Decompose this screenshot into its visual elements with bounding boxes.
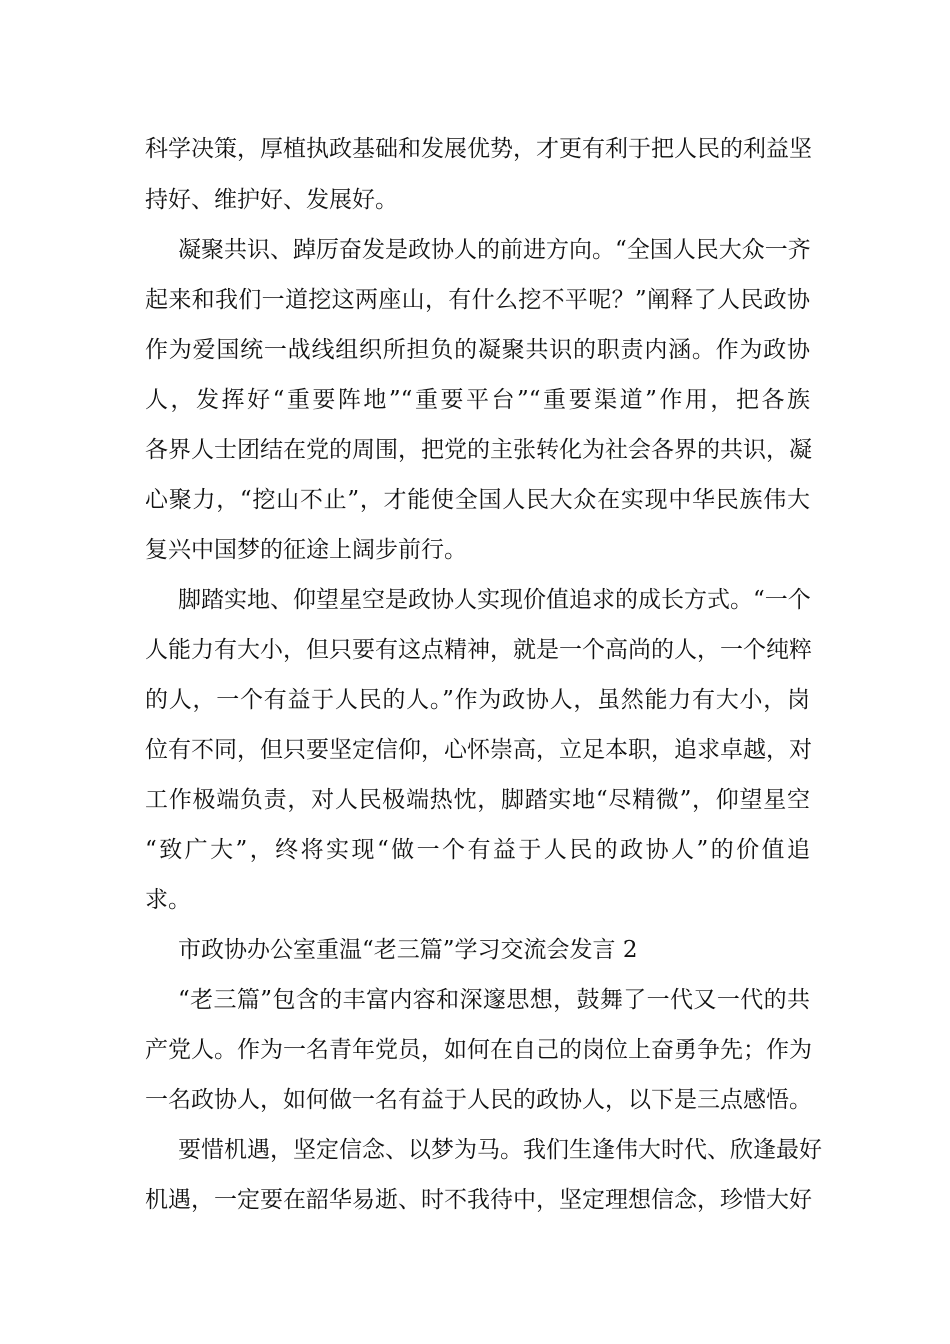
text-line: 工作极端负责，对人民极端热忱，脚踏实地“尽精微”，仰望星空 [145,787,810,813]
text-line: 一名政协人，如何做一名有益于人民的政协人，以下是三点感悟。 [145,1087,812,1113]
text-line: 求。 [145,887,191,913]
text-line: 起来和我们一道挖这两座山，有什么挖不平呢？”阐释了人民政协 [145,287,810,313]
text-line: 心聚力，“挖山不止”，才能使全国人民大众在实现中华民族伟大 [145,487,810,513]
paragraph-first-line: 凝聚共识、踔厉奋发是政协人的前进方向。“全国人民大众一齐 [178,237,811,263]
paragraph-first-line: “老三篇”包含的丰富内容和深邃思想，鼓舞了一代又一代的共 [178,987,810,1013]
text-line: 位有不同，但只要坚定信仰，心怀崇高，立足本职，追求卓越，对 [145,737,812,763]
text-line: 人能力有大小，但只要有这点精神，就是一个高尚的人，一个纯粹 [145,637,812,663]
text-line: 人，发挥好“重要阵地”“重要平台”“重要渠道”作用，把各族 [145,387,810,413]
text-line: 产党人。作为一名青年党员，如何在自己的岗位上奋勇争先；作为 [145,1037,812,1063]
paragraph-first-line: 要惜机遇，坚定信念、以梦为马。我们生逢伟大时代、欣逢最好 [178,1137,822,1163]
text-line: 作为爱国统一战线组织所担负的凝聚共识的职责内涵。作为政协 [145,337,810,363]
text-line: 各界人士团结在党的周围，把党的主张转化为社会各界的共识，凝 [145,437,812,463]
text-line: 机遇，一定要在韶华易逝、时不我待中，坚定理想信念，珍惜大好 [145,1187,812,1213]
text-line: “致广大”，终将实现“做一个有益于人民的政协人”的价值追 [145,837,810,863]
text-line: 的人，一个有益于人民的人。”作为政协人，虽然能力有大小，岗 [145,687,810,713]
text-line: 复兴中国梦的征途上阔步前行。 [145,537,467,563]
paragraph-first-line: 脚踏实地、仰望星空是政协人实现价值追求的成长方式。“一个 [178,587,811,613]
text-line: 持好、维护好、发展好。 [145,187,398,213]
section-heading: 市政协办公室重温“老三篇”学习交流会发言 2 [178,937,638,963]
text-line: 科学决策，厚植执政基础和发展优势，才更有利于把人民的利益坚 [145,136,812,162]
